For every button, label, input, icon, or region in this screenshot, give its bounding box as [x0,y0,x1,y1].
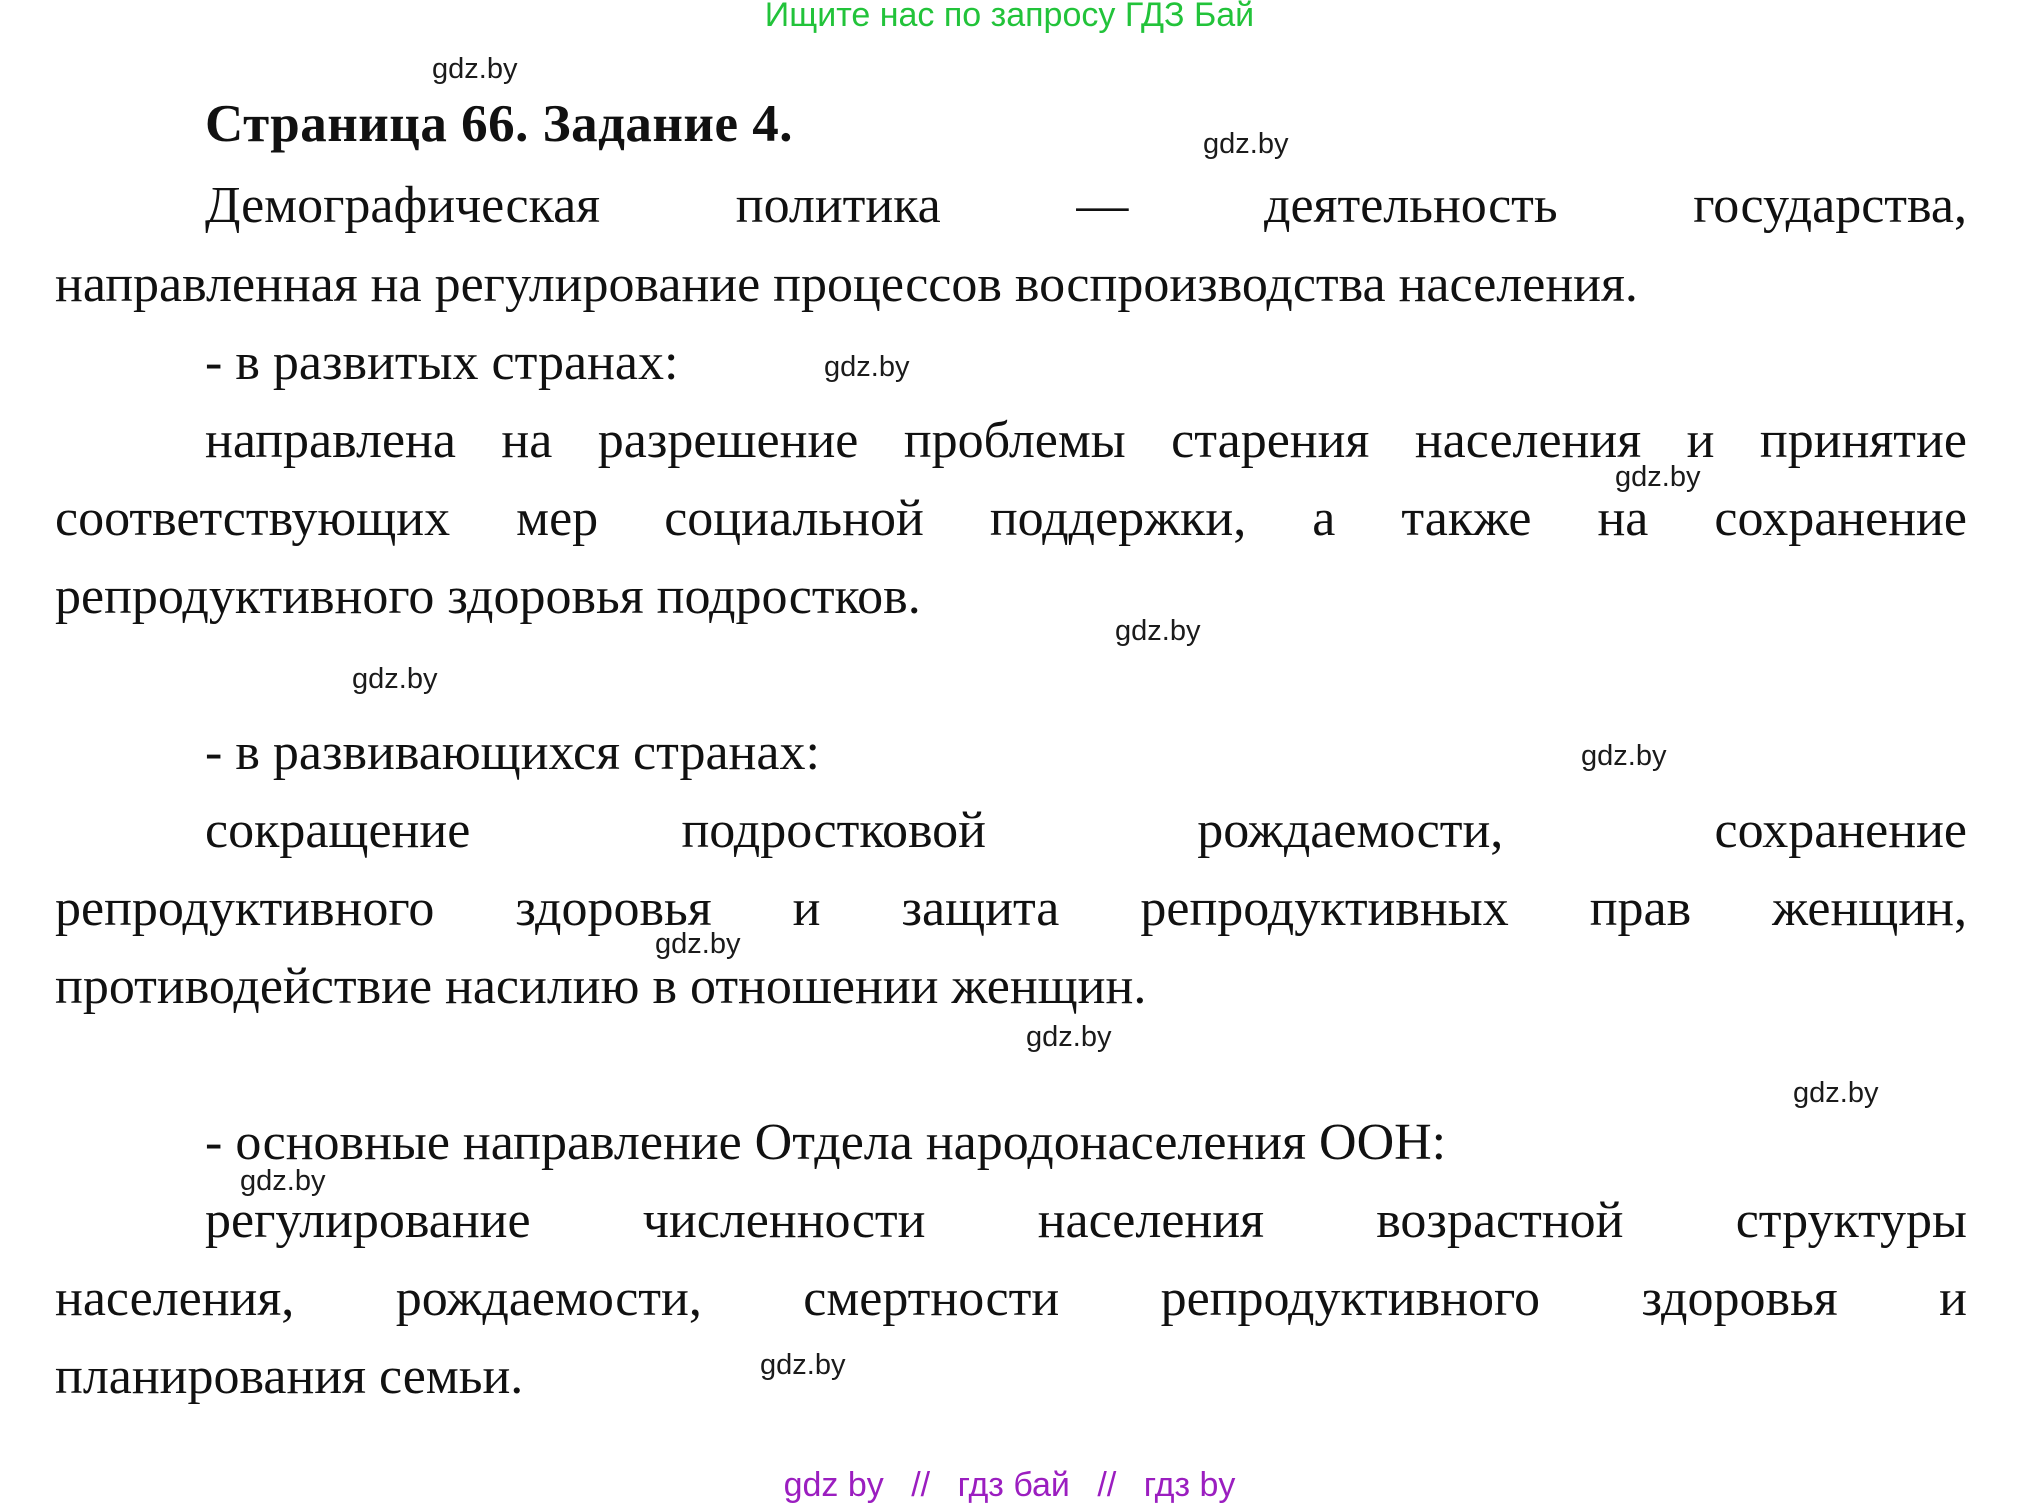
word: на [501,412,553,469]
word: поддержки, [989,490,1247,547]
word: женщин, [1772,880,1967,937]
word: здоровья [1641,1270,1838,1327]
word: на [1597,490,1649,547]
watermark: gdz.by [1203,128,1289,160]
word: направлена [205,412,456,469]
footer-banner [0,1466,2019,1505]
word: разрешение [597,412,859,469]
watermark: gdz.by [432,53,518,85]
watermark: gdz.by [655,928,741,960]
developing-line-3: противодействие насилию в отношении женщин. [55,958,1147,1015]
word: населения [1037,1192,1264,1249]
developing-line-1 [205,801,1967,861]
developed-line-1 [205,411,1967,471]
word: защита [901,880,1060,937]
watermark: gdz.by [240,1165,326,1197]
watermark: gdz.by [1615,461,1701,493]
un-heading: - основные направление Отдела народонаселения ООН: [205,1114,1447,1171]
watermark: gdz.by [760,1349,846,1381]
page-title: Страница 66. Задание 4. [205,95,793,153]
footer-link-gdz-bai[interactable]: гдз бай [957,1466,1070,1504]
word: старения [1171,412,1370,469]
un-line-1 [205,1191,1967,1251]
watermark: gdz.by [1026,1021,1112,1053]
word: и [1939,1270,1967,1327]
word: численности [642,1192,926,1249]
definition-line-2: направленная на регулирование процессов воспроизводства населения. [55,256,1638,313]
word: сокращение [205,802,471,859]
word: социальной [664,490,924,547]
word: репродуктивных [1140,880,1509,937]
word: регулирование [205,1192,531,1249]
watermark: gdz.by [1793,1077,1879,1109]
word: рождаемости, [395,1270,702,1327]
word: и [1686,412,1715,469]
word: прав [1589,880,1692,937]
footer-link-gdz-by[interactable]: gdz by [783,1466,884,1504]
definition-line-1 [205,176,1967,236]
word: смертности [803,1270,1060,1327]
word: государства, [1693,177,1967,234]
word: структуры [1735,1192,1967,1249]
word: и [792,880,821,937]
word: сохранение [1714,802,1967,859]
word: проблемы [903,412,1126,469]
word: — [1076,177,1129,234]
un-line-2 [55,1269,1967,1329]
top-banner: Ищите нас по запросу ГДЗ Бай [764,0,1255,34]
footer-separator: // [911,1466,931,1504]
word: политика [735,177,941,234]
word: репродуктивного [55,880,435,937]
footer-separator: // [1097,1466,1117,1504]
word: населения [1414,412,1642,469]
word: подростковой [681,802,987,859]
developed-line-3: репродуктивного здоровья подростков. [55,568,921,625]
word: а [1312,490,1336,547]
word: мер [516,490,599,547]
word: рождаемости, [1197,802,1504,859]
watermark: gdz.by [1581,740,1667,772]
word: также [1401,490,1532,547]
developing-heading: - в развивающихся странах: [205,724,820,781]
word: сохранение [1714,490,1967,547]
developed-line-2 [55,489,1967,549]
word: репродуктивного [1160,1270,1541,1327]
watermark: gdz.by [1115,615,1201,647]
word: соответствующих [55,490,451,547]
word: здоровья [515,880,712,937]
word: населения, [55,1270,295,1327]
watermark: gdz.by [352,663,438,695]
watermark: gdz.by [824,351,910,383]
word: принятие [1759,412,1967,469]
word: Демографическая [205,177,601,234]
word: возрастной [1376,1192,1624,1249]
un-line-3: планирования семьи. [55,1348,524,1405]
word: деятельность [1264,177,1558,234]
developed-heading: - в развитых странах: [205,334,679,391]
developing-line-2 [55,879,1967,939]
footer-link-gdz-by-cyr[interactable]: гдз by [1143,1466,1236,1504]
